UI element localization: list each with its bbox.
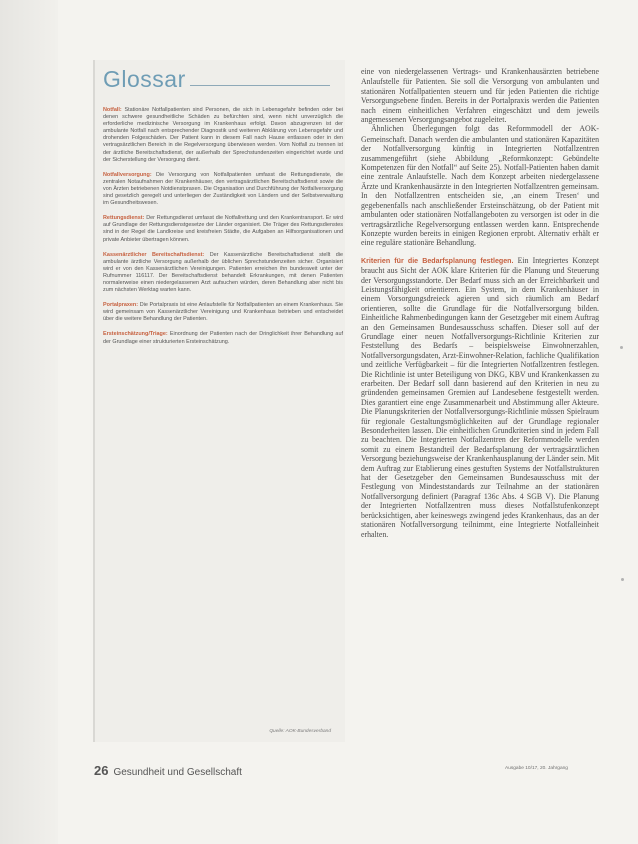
glossar-sidebar — [93, 60, 345, 742]
glossar-source: Quelle: AOK-Bundesverband — [269, 729, 331, 734]
article-column — [361, 67, 599, 752]
paragraph-text: Ähnlichen Überlegungen folgt das Reformmodell der AOK-Gemeinschaft. Danach werden die ambulanten und stationären Kapazitäten der Notfallversorgung künftig in Integrierten Notfallzentren zusammengeführt (siehe Abbildung „Reformkonzept: Gebündelte Kompetenzen für den Notfall“ auf Seite 25). Notfall-Patienten haben damit eine zentrale Anlaufstelle. Nach dem Konzept arbeiten niedergelassene Ärzte und Krankenhausärzte in den Integrierten Notfallzentren gemeinsam. In den Notfallzentren entscheiden sie, ‚an einem Tresen‘ und gegebenenfalls nach anschließender Ersteinschätzung, ob der Patient mit ambulanten oder stationären Notfallangeboten zu versorgen ist oder in die vertragsärztliche Regelversorgung entlassen werden kann. Entsprechende Konzepte wurden bereits in einigen Regionen erprobt. Alternativ erhält er eine reguläre stationäre Behandlung. — [361, 124, 599, 248]
glossar-definition: Die Versorgung von Notfallpatienten umfasst die Rettungsdienste, die zentralen Notaufnahmen der Krankenhäuser, den vertragsärztlichen Bereitschaftsdienst sowie die von Ärzten betriebenen Notdienstpraxen. Die Organisation und Durchführung der Notfallversorgung sind gesetzlich geregelt und unterliegen der Zuständigkeit von Ländern und der Selbstverwaltung im Gesundheitswesen. — [103, 171, 343, 207]
glossar-entries — [103, 107, 343, 354]
glossar-definition: Stationäre Notfallpatienten sind Personen, die sich in Lebensgefahr befinden oder bei denen schwere gesundheitliche Schäden zu befürchten sind, wenn nicht unverzüglich die erforderliche medizinische Versorgung im Krankenhaus erfolgt. Davon abzugrenzen ist der ambulante Notfall nach entsprechender Diagnostik und weiteren Abklärung von Lebensgefahr und drohenden Folgeschäden. Der Patient kann in diesem Fall nach Hause entlassen oder in den vertragsärztlichen Bereich in die Regelversorgung überwiesen werden. Vom Notfall zu trennen ist der ärztliche Bereitschaftsdienst, der außerhalb der Sprechstundenzeiten eingerichtet wurde und der Sicherstellung der Versorgung dient. — [103, 107, 343, 163]
glossar-entry — [103, 331, 343, 345]
issue-label: Ausgabe 10/17, 20. Jahrgang — [505, 766, 568, 771]
glossar-definition: Der Rettungsdienst umfasst die Notfallrettung und den Krankentransport. Er wird auf Grundlage der Rettungsdienstgesetze der Länder organisiert. Die Träger des Rettungsdienstes sind in der Regel die Landkreise und kreisfreien Städte, die Aufgaben an Hilfsorganisationen und private Anbieter übertragen können. — [103, 215, 343, 243]
page-gutter — [0, 0, 58, 844]
page-number: 26 — [94, 763, 109, 778]
glossar-term: Notfallversorgung: — [103, 171, 152, 178]
page-footer-left — [94, 763, 242, 778]
glossar-title: Glossar — [103, 66, 186, 92]
glossar-term: Notfall: — [103, 107, 122, 113]
article-paragraph — [361, 124, 599, 247]
scan-artifact — [620, 346, 623, 349]
paragraph-text: eine von niedergelassenen Vertrags- und Krankenhausärzten betriebene Anlaufstelle für Patienten. Sie soll die Versorgung von ambulanten und stationären Notfallpatienten steuern und für jeden Patienten die richtige Versorgungsebene finden. Bereits in der Portalpraxis werden die Patienten nach einem einheitlichen Verfahren eingeschätzt und dem jeweils angemessenen Versorgungsangebot zugeleitet. — [361, 67, 599, 125]
glossar-definition: Die Portalpraxis ist eine Anlaufstelle für Notfallpatienten an einem Krankenhaus. Sie wird gemeinsam von Kassenärztlicher Vereinigung und Krankenhaus betrieben und entscheidet über die weitere Behandlung der Patienten. — [103, 302, 343, 323]
glossar-definition: Einordnung der Patienten nach der Dringlichkeit ihrer Behandlung auf der Grundlage einer strukturierten Ersteinschätzung. — [103, 331, 343, 345]
scan-artifact — [621, 578, 624, 581]
glossar-entry — [103, 302, 343, 323]
glossar-entry — [103, 252, 343, 295]
title-rule — [190, 85, 330, 86]
glossar-term: Kassenärztlicher Bereitschaftsdienst: — [103, 251, 205, 258]
glossar-term: Rettungsdienst: — [103, 215, 145, 222]
glossar-term: Portalpraxen: — [103, 302, 139, 309]
glossar-entry — [103, 215, 343, 243]
glossar-entry — [103, 172, 343, 207]
article-paragraph — [361, 67, 599, 124]
glossar-entry — [103, 107, 343, 164]
article-paragraph — [361, 256, 599, 539]
paragraph-lead: Kriterien für die Bedarfsplanung festlegen. — [361, 256, 514, 265]
glossar-term: Ersteinschätzung/Triage: — [103, 331, 168, 338]
paragraph-text: Ein Integriertes Konzept braucht aus Sicht der AOK klare Kriterien für die Planung und Steuerung der Versorgungsstandorte. Der Bedarf muss sich an der Erreichbarkeit und Leistungsfähigkeit orientieren. Ein System, in dem Krankenhäuser in einem Vorsorgungsdreieck agieren und sich räumlich am Bedarf orientieren, sollte die Grundlage für die Notfallversorgung bilden. Einheitliche Rahmenbedingungen kann der Gesetzgeber mit einem Auftrag an den Gemeinsamen Bundesausschuss schaffen. Dieser soll auf der Grundlage einer neuen Notfallversorgungs-Richtlinie Kriterien zur Feststellung des Bedarfs – beispielsweise Einwohnerzahlen, Notfallversorgungsdaten, Arzt-Einwohner-Relation, fachliche Qualifikation und zeitliche Verfügbarkeit – für die Integrierten Notfallzentren festlegen. Die Richtlinie ist unter Beteiligung von DKG, KBV und Krankenkassen zu erarbeiten. Der Bedarf soll dann basierend auf den Kriterien in neu zu gründenden gemeinsamen Gremien auf Landesebene festgestellt werden. Dies garantiert eine enge Zusammenarbeit und Abstimmung aller Akteure. Die Planungskriterien der Notfallversorgungs-Richtlinie müssen Spielraum für regionale Gestaltungsmöglichkeiten auf der Grundlage regionaler Besonderheiten lassen. Die einheitlichen Grundkriterien sind in jedem Fall zu beachten. Die Integrierten Notfallzentren der Reformmodelle werden somit zu einem Bestandteil der Bedarfsplanung der vertragsärztlichen Versorgung beziehungsweise der Krankenhausplanung der Länder sein. Mit dem Auftrag zur Etablierung eines gestuften Systems der Notfallstrukturen hat der Gesetzgeber den Gemeinsamen Bundesausschuss mit der Festlegung von Mindeststandards zur Teilnahme an der stationären Notfallversorgung definiert (Paragraf 136c Abs. 4 SGB V). Die Planung der Integrierten Notfallzentren muss dieses Notfallstufenkonzept berücksichtigen, aber keineswegs zwingend jedes Krankenhaus, das an der stationären Notfallversorgung teilnimmt, eine Integrierte Notfalleinheit erhalten. — [361, 255, 599, 539]
magazine-title: Gesundheit und Gesellschaft — [113, 767, 242, 778]
glossar-definition: Der Kassenärztliche Bereitschaftsdienst stellt die ambulante ärztliche Versorgung außerhalb der üblichen Sprechstundenzeiten sicher. Organisiert wird er von den Kassenärztlichen Vereinigungen. Patienten erreichen ihn bundesweit unter der Rufnummer 116117. Der Bereitschaftsdienst behandelt Erkrankungen, mit denen Patienten normalerweise einen niedergelassenen Arzt aufsuchen würden, deren Behandlung aber nicht bis zum nächsten Werktag warten kann. — [103, 251, 343, 294]
